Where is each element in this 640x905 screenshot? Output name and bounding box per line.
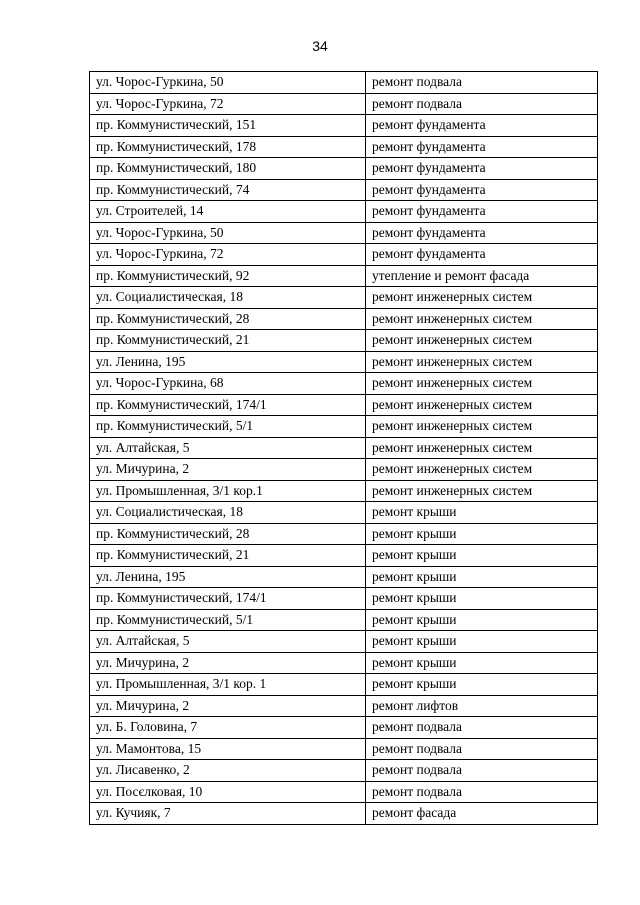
table-row <box>90 459 598 481</box>
address-cell: пр. Коммунистический, 28 <box>90 308 366 330</box>
address-cell: ул. Чорос-Гуркина, 50 <box>90 72 366 94</box>
address-cell: ул. Чорос-Гуркина, 72 <box>90 244 366 266</box>
work-type-cell: ремонт инженерных систем <box>366 394 598 416</box>
table-row <box>90 523 598 545</box>
work-type-cell: ремонт инженерных систем <box>366 351 598 373</box>
table-row <box>90 158 598 180</box>
address-cell: пр. Коммунистический, 178 <box>90 136 366 158</box>
address-cell: пр. Коммунистический, 28 <box>90 523 366 545</box>
work-type-cell: ремонт крыши <box>366 545 598 567</box>
table-row <box>90 308 598 330</box>
table-row <box>90 588 598 610</box>
address-cell: пр. Коммунистический, 5/1 <box>90 609 366 631</box>
table-row <box>90 394 598 416</box>
table-row <box>90 738 598 760</box>
address-cell: ул. Чорос-Гуркина, 72 <box>90 93 366 115</box>
table-row <box>90 674 598 696</box>
table-row <box>90 652 598 674</box>
work-type-cell: ремонт крыши <box>366 652 598 674</box>
address-cell: пр. Коммунистический, 180 <box>90 158 366 180</box>
work-type-cell: ремонт инженерных систем <box>366 459 598 481</box>
address-cell: ул. Мамонтова, 15 <box>90 738 366 760</box>
address-cell: пр. Коммунистический, 74 <box>90 179 366 201</box>
work-type-cell: ремонт крыши <box>366 588 598 610</box>
address-cell: пр. Коммунистический, 21 <box>90 330 366 352</box>
table-row <box>90 631 598 653</box>
work-type-cell: ремонт инженерных систем <box>366 416 598 438</box>
address-cell: ул. Ленина, 195 <box>90 566 366 588</box>
work-type-cell: ремонт фундамента <box>366 136 598 158</box>
repair-works-table <box>89 71 598 825</box>
address-cell: ул. Чорос-Гуркина, 50 <box>90 222 366 244</box>
address-cell: пр. Коммунистический, 21 <box>90 545 366 567</box>
table-row <box>90 566 598 588</box>
table-row <box>90 201 598 223</box>
address-cell: пр. Коммунистический, 92 <box>90 265 366 287</box>
table-row <box>90 72 598 94</box>
table-row <box>90 244 598 266</box>
work-type-cell: ремонт инженерных систем <box>366 308 598 330</box>
address-cell: ул. Б. Головина, 7 <box>90 717 366 739</box>
address-cell: ул. Строителей, 14 <box>90 201 366 223</box>
work-type-cell: ремонт фундамента <box>366 201 598 223</box>
address-cell: ул. Алтайская, 5 <box>90 631 366 653</box>
table-row <box>90 803 598 825</box>
work-type-cell: ремонт фундамента <box>366 222 598 244</box>
work-type-cell: ремонт фундамента <box>366 244 598 266</box>
work-type-cell: ремонт фасада <box>366 803 598 825</box>
table-row <box>90 502 598 524</box>
work-type-cell: ремонт подвала <box>366 738 598 760</box>
work-type-cell: ремонт фундамента <box>366 115 598 137</box>
table-row <box>90 760 598 782</box>
address-cell: ул. Кучияк, 7 <box>90 803 366 825</box>
table-row <box>90 93 598 115</box>
table-row <box>90 287 598 309</box>
address-cell: ул. Чорос-Гуркина, 68 <box>90 373 366 395</box>
work-type-cell: ремонт крыши <box>366 674 598 696</box>
address-cell: ул. Мичурина, 2 <box>90 459 366 481</box>
address-cell: пр. Коммунистический, 174/1 <box>90 588 366 610</box>
work-type-cell: ремонт подвала <box>366 760 598 782</box>
address-cell: ул. Промышленная, 3/1 кор. 1 <box>90 674 366 696</box>
work-type-cell: ремонт подвала <box>366 717 598 739</box>
table-row <box>90 265 598 287</box>
address-cell: ул. Алтайская, 5 <box>90 437 366 459</box>
address-cell: пр. Коммунистический, 5/1 <box>90 416 366 438</box>
table-row <box>90 545 598 567</box>
table-row <box>90 695 598 717</box>
table-row <box>90 351 598 373</box>
table-row <box>90 179 598 201</box>
work-type-cell: ремонт подвала <box>366 781 598 803</box>
table-row <box>90 222 598 244</box>
work-type-cell: ремонт подвала <box>366 93 598 115</box>
work-type-cell: утепление и ремонт фасада <box>366 265 598 287</box>
work-type-cell: ремонт лифтов <box>366 695 598 717</box>
address-cell: ул. Социалистическая, 18 <box>90 287 366 309</box>
table-row <box>90 609 598 631</box>
table-row <box>90 416 598 438</box>
address-cell: ул. Ленина, 195 <box>90 351 366 373</box>
table-row <box>90 480 598 502</box>
table-row <box>90 330 598 352</box>
table-row <box>90 781 598 803</box>
work-type-cell: ремонт крыши <box>366 523 598 545</box>
work-type-cell: ремонт фундамента <box>366 179 598 201</box>
work-type-cell: ремонт инженерных систем <box>366 373 598 395</box>
address-cell: пр. Коммунистический, 151 <box>90 115 366 137</box>
page-number: 34 <box>312 38 328 54</box>
work-type-cell: ремонт подвала <box>366 72 598 94</box>
table-row <box>90 437 598 459</box>
table-row <box>90 373 598 395</box>
address-cell: ул. Посєлковая, 10 <box>90 781 366 803</box>
work-type-cell: ремонт инженерных систем <box>366 330 598 352</box>
address-cell: ул. Мичурина, 2 <box>90 695 366 717</box>
table-row <box>90 717 598 739</box>
table-row <box>90 136 598 158</box>
work-type-cell: ремонт крыши <box>366 502 598 524</box>
work-type-cell: ремонт крыши <box>366 609 598 631</box>
address-cell: ул. Лисавенко, 2 <box>90 760 366 782</box>
work-type-cell: ремонт инженерных систем <box>366 480 598 502</box>
work-type-cell: ремонт инженерных систем <box>366 287 598 309</box>
address-cell: ул. Промышленная, 3/1 кор.1 <box>90 480 366 502</box>
work-type-cell: ремонт крыши <box>366 566 598 588</box>
work-type-cell: ремонт крыши <box>366 631 598 653</box>
address-cell: ул. Социалистическая, 18 <box>90 502 366 524</box>
address-cell: ул. Мичурина, 2 <box>90 652 366 674</box>
repair-works-table-body <box>90 72 598 825</box>
work-type-cell: ремонт инженерных систем <box>366 437 598 459</box>
work-type-cell: ремонт фундамента <box>366 158 598 180</box>
table-row <box>90 115 598 137</box>
address-cell: пр. Коммунистический, 174/1 <box>90 394 366 416</box>
